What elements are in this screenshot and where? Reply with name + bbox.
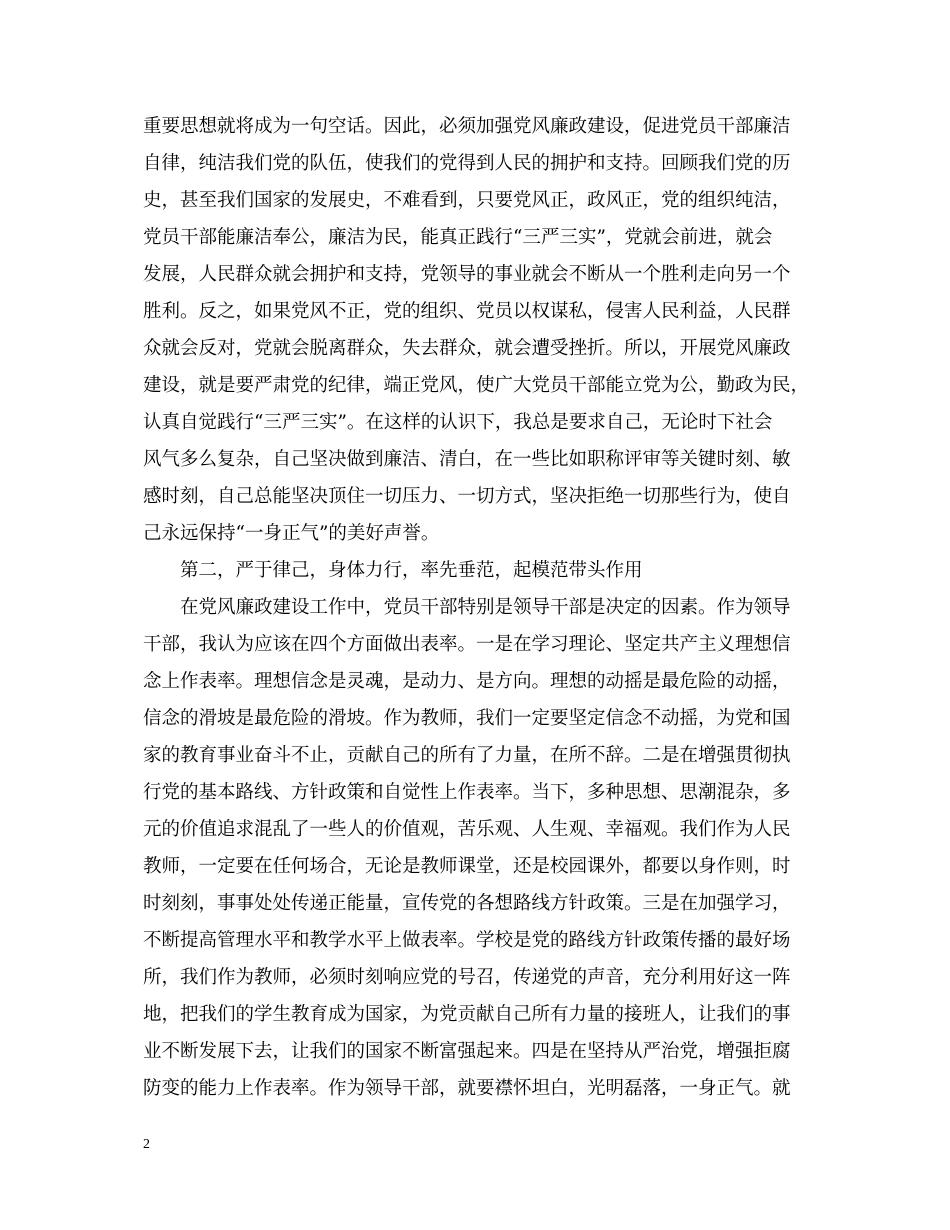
body-text-line: 地，把我们的学生教育成为国家，为党贡献自己所有力量的接班人，让我们的事 (143, 1004, 791, 1025)
body-text-line: 自律，纯洁我们党的队伍，使我们的党得到人民的拥护和支持。回顾我们党的历 (143, 153, 791, 174)
body-text-line: 念上作表率。理想信念是灵魂，是动力、是方向。理想的动摇是最危险的动摇， (143, 671, 791, 692)
body-text-line: 信念的滑坡是最危险的滑坡。作为教师，我们一定要坚定信念不动摇，为党和国 (143, 708, 791, 729)
body-text-line: 史，甚至我们国家的发展史，不难看到，只要党风正，政风正，党的组织纯洁， (143, 190, 791, 211)
body-text-line: 在党风廉政建设工作中，党员干部特别是领导干部是决定的因素。作为领导 (180, 597, 791, 618)
body-text-line: 重要思想就将成为一句空话。因此，必须加强党风廉政建设，促进党员干部廉洁 (143, 116, 791, 137)
body-text-line: 己永远保持“一身正气”的美好声誉。 (143, 523, 440, 544)
body-text-line: 时刻刻，事事处处传递正能量，宣传党的各想路线方针政策。三是在加强学习， (143, 893, 791, 914)
body-text-line: 干部，我认为应该在四个方面做出表率。一是在学习理论、坚定共产主义理想信 (143, 634, 791, 655)
section-heading: 第二，严于律己，身体力行，率先垂范，起模范带头作用 (180, 560, 643, 581)
body-text-line: 业不断发展下去，让我们的国家不断富强起来。四是在坚持从严治党，增强拒腐 (143, 1041, 791, 1062)
body-text-line: 家的教育事业奋斗不止，贡献自己的所有了力量，在所不辞。二是在增强贯彻执 (143, 745, 791, 766)
body-text-line: 元的价值追求混乱了一些人的价值观，苦乐观、人生观、幸福观。我们作为人民 (143, 819, 791, 840)
body-text-line: 教师，一定要在任何场合，无论是教师课堂，还是校园课外，都要以身作则，时 (143, 856, 791, 877)
page-number: 2 (143, 1137, 150, 1152)
body-text-line: 感时刻，自己总能坚决顶住一切压力、一切方式，坚决拒绝一切那些行为，使自 (143, 486, 791, 507)
body-text-line: 建设，就是要严肃党的纪律，端正党风，使广大党员干部能立党为公，勤政为民， (143, 375, 810, 396)
body-text-line: 党员干部能廉洁奉公，廉洁为民，能真正践行“三严三实”，党就会前进，就会 (143, 227, 773, 248)
body-text-line: 所，我们作为教师，必须时刻响应党的号召，传递党的声音，充分利用好这一阵 (143, 967, 791, 988)
body-text-line: 发展，人民群众就会拥护和支持，党领导的事业就会不断从一个胜利走向另一个 (143, 264, 791, 285)
body-text-line: 胜利。反之，如果党风不正，党的组织、党员以权谋私，侵害人民利益，人民群 (143, 301, 791, 322)
body-text-line: 不断提高管理水平和教学水平上做表率。学校是党的路线方针政策传播的最好场 (143, 930, 791, 951)
body-text-line: 众就会反对，党就会脱离群众，失去群众，就会遭受挫折。所以，开展党风廉政 (143, 338, 791, 359)
body-text-line: 行党的基本路线、方针政策和自觉性上作表率。当下，多种思想、思潮混杂，多 (143, 782, 791, 803)
body-text-line: 风气多么复杂，自己坚决做到廉洁、清白，在一些比如职称评审等关键时刻、敏 (143, 449, 791, 470)
body-text-line: 认真自觉践行“三严三实”。在这样的认识下，我总是要求自己，无论时下社会 (143, 412, 773, 433)
body-text-line: 防变的能力上作表率。作为领导干部，就要襟怀坦白，光明磊落，一身正气。就 (143, 1078, 791, 1099)
